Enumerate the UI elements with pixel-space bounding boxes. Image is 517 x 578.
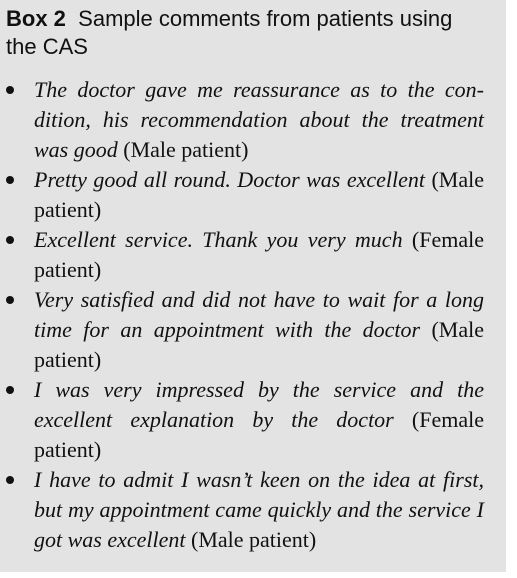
comment-attribution: (Female patient) — [34, 407, 485, 462]
bullet-icon — [6, 176, 14, 184]
bullet-icon — [6, 236, 14, 244]
comment-item — [0, 465, 500, 555]
comment-item — [0, 165, 500, 225]
bullet-icon — [6, 296, 14, 304]
comment-attribution: (Female patient) — [34, 227, 485, 282]
comment-item — [0, 375, 500, 465]
comment-attribution: (Male patient) — [123, 137, 249, 162]
box-title-text: Sample comments from patients using the CAS — [6, 6, 453, 59]
comment-item — [0, 285, 500, 375]
comment-attribution: (Male patient) — [34, 167, 484, 222]
comment-quote: Excellent service. Thank you very much — [34, 227, 403, 252]
bullet-icon — [6, 86, 14, 94]
box-label: Box 2 — [6, 6, 66, 31]
bullet-icon — [6, 386, 14, 394]
box-title — [6, 5, 476, 61]
comment-item — [0, 75, 500, 165]
comment-quote: I have to admit I wasn’t keen on the idea at first, but my appointment came quickly and the service I got was excellent — [34, 467, 484, 552]
comment-attribution: (Male patient) — [34, 317, 484, 372]
comment-list — [0, 75, 500, 555]
comment-quote: The doctor gave me reassurance as to the condition, his recommendation about the treatment was good — [34, 77, 484, 162]
comment-quote: I was very impressed by the service and the excellent explanation by the doctor — [34, 377, 484, 432]
comment-item — [0, 225, 500, 285]
bullet-icon — [6, 476, 14, 484]
comment-attribution: (Male patient) — [191, 527, 317, 552]
comment-quote: Very satisfied and did not have to wait for a long time for an appointment with the doctor — [34, 287, 484, 342]
comment-quote: Pretty good all round. Doctor was excellent — [34, 167, 425, 192]
